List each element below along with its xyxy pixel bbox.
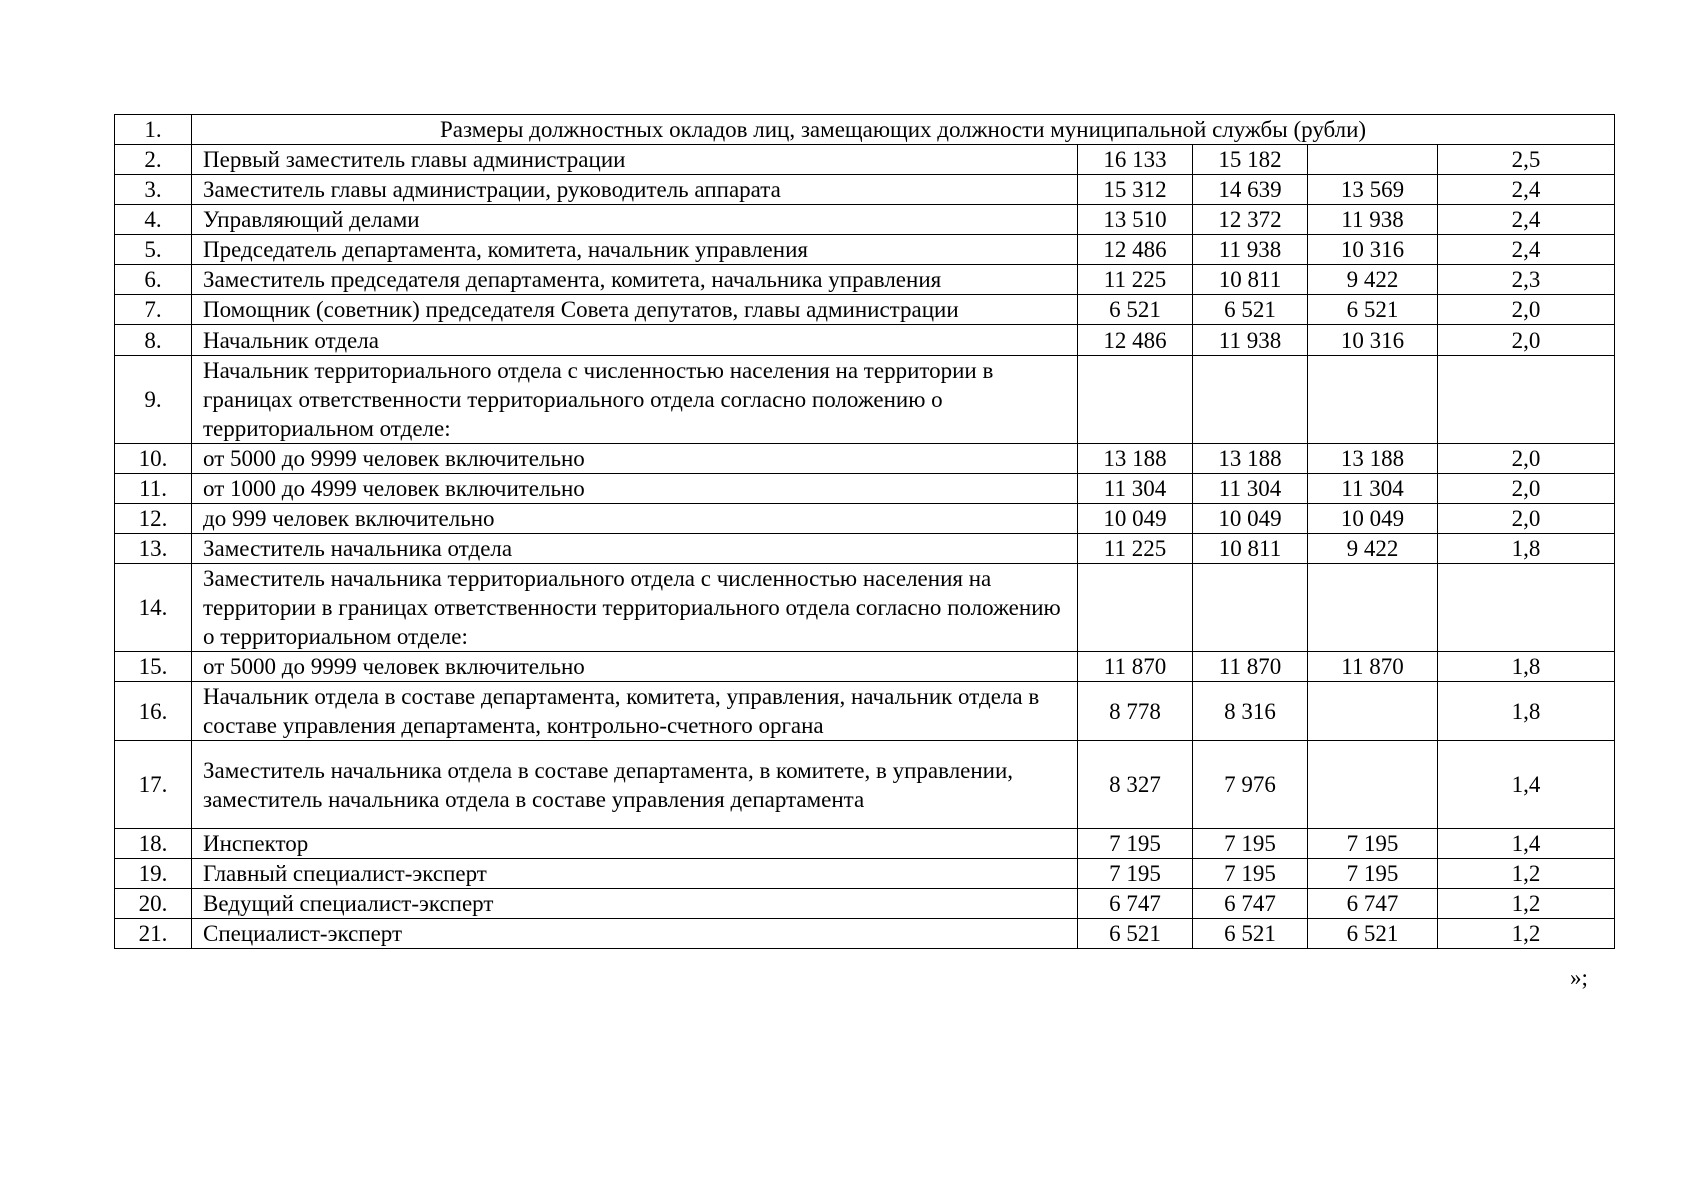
- coefficient-value: [1438, 356, 1615, 444]
- salary-value-1: 13 510: [1078, 205, 1193, 235]
- salary-table: [114, 114, 1615, 949]
- coefficient-value: 1,4: [1438, 829, 1615, 859]
- row-number: 1.: [115, 115, 192, 145]
- position-name: Специалист-эксперт: [192, 919, 1078, 949]
- salary-value-3: [1308, 682, 1438, 741]
- table-row: [115, 205, 1615, 235]
- coefficient-value: 2,0: [1438, 474, 1615, 504]
- table-row: [115, 444, 1615, 474]
- position-name: Управляющий делами: [192, 205, 1078, 235]
- row-number: 19.: [115, 859, 192, 889]
- row-number: 14.: [115, 564, 192, 652]
- salary-value-1: 11 870: [1078, 652, 1193, 682]
- position-name: Ведущий специалист-эксперт: [192, 889, 1078, 919]
- salary-value-3: 11 304: [1308, 474, 1438, 504]
- salary-value-1: 10 049: [1078, 504, 1193, 534]
- salary-value-1: 6 521: [1078, 295, 1193, 325]
- table-row: [115, 504, 1615, 534]
- salary-value-1: 11 225: [1078, 265, 1193, 295]
- salary-value-2: [1193, 564, 1308, 652]
- coefficient-value: 2,0: [1438, 325, 1615, 356]
- closing-quote-mark: »;: [1570, 965, 1588, 990]
- row-number: 10.: [115, 444, 192, 474]
- salary-value-2: 6 521: [1193, 295, 1308, 325]
- table-row: [115, 295, 1615, 325]
- salary-value-1: 6 747: [1078, 889, 1193, 919]
- salary-value-1: 12 486: [1078, 235, 1193, 265]
- table-row: [115, 356, 1615, 444]
- row-number: 6.: [115, 265, 192, 295]
- salary-value-2: [1193, 356, 1308, 444]
- row-number: 16.: [115, 682, 192, 741]
- row-number: 20.: [115, 889, 192, 919]
- salary-value-3: 10 049: [1308, 504, 1438, 534]
- coefficient-value: 2,4: [1438, 235, 1615, 265]
- salary-value-3: [1308, 145, 1438, 175]
- position-name: от 5000 до 9999 человек включительно: [192, 652, 1078, 682]
- salary-value-1: 7 195: [1078, 829, 1193, 859]
- salary-value-1: [1078, 564, 1193, 652]
- salary-value-3: [1308, 356, 1438, 444]
- coefficient-value: 1,8: [1438, 534, 1615, 564]
- salary-value-3: 11 938: [1308, 205, 1438, 235]
- salary-value-2: 6 747: [1193, 889, 1308, 919]
- salary-value-1: 8 778: [1078, 682, 1193, 741]
- row-number: 21.: [115, 919, 192, 949]
- row-number: 8.: [115, 325, 192, 356]
- position-name: Начальник отдела в составе департамента, комитета, управления, начальник отдела в составе управления департамента, контрольно-счетного органа: [192, 682, 1078, 741]
- table-row: [115, 564, 1615, 652]
- row-number: 9.: [115, 356, 192, 444]
- table-row: [115, 175, 1615, 205]
- coefficient-value: 2,5: [1438, 145, 1615, 175]
- table-caption: Размеры должностных окладов лиц, замещающих должности муниципальной службы (рубли): [192, 115, 1615, 145]
- position-name: Помощник (советник) председателя Совета депутатов, главы администрации: [192, 295, 1078, 325]
- table-row: [115, 534, 1615, 564]
- salary-value-2: 15 182: [1193, 145, 1308, 175]
- position-name: Первый заместитель главы администрации: [192, 145, 1078, 175]
- row-number: 2.: [115, 145, 192, 175]
- salary-value-1: 15 312: [1078, 175, 1193, 205]
- caption-row: [115, 115, 1615, 145]
- salary-value-2: 10 049: [1193, 504, 1308, 534]
- coefficient-value: 1,2: [1438, 889, 1615, 919]
- row-number: 12.: [115, 504, 192, 534]
- position-name: Инспектор: [192, 829, 1078, 859]
- coefficient-value: 1,8: [1438, 652, 1615, 682]
- salary-value-1: 8 327: [1078, 741, 1193, 829]
- position-name: Заместитель начальника отдела: [192, 534, 1078, 564]
- position-name: от 1000 до 4999 человек включительно: [192, 474, 1078, 504]
- salary-value-2: 11 938: [1193, 235, 1308, 265]
- table-body: [115, 115, 1615, 949]
- salary-value-3: [1308, 741, 1438, 829]
- table-row: [115, 265, 1615, 295]
- row-number: 4.: [115, 205, 192, 235]
- row-number: 3.: [115, 175, 192, 205]
- salary-value-1: 13 188: [1078, 444, 1193, 474]
- coefficient-value: 1,8: [1438, 682, 1615, 741]
- coefficient-value: [1438, 564, 1615, 652]
- salary-value-2: 6 521: [1193, 919, 1308, 949]
- coefficient-value: 1,2: [1438, 859, 1615, 889]
- row-number: 18.: [115, 829, 192, 859]
- position-name: до 999 человек включительно: [192, 504, 1078, 534]
- salary-value-1: 16 133: [1078, 145, 1193, 175]
- position-name: Председатель департамента, комитета, начальник управления: [192, 235, 1078, 265]
- salary-value-2: 13 188: [1193, 444, 1308, 474]
- salary-value-2: 7 195: [1193, 829, 1308, 859]
- coefficient-value: 2,3: [1438, 265, 1615, 295]
- table-row: [115, 235, 1615, 265]
- salary-value-1: 7 195: [1078, 859, 1193, 889]
- salary-value-3: 7 195: [1308, 829, 1438, 859]
- salary-value-1: [1078, 356, 1193, 444]
- salary-value-3: 13 569: [1308, 175, 1438, 205]
- salary-value-2: 10 811: [1193, 265, 1308, 295]
- table-row: [115, 919, 1615, 949]
- position-name: Заместитель начальника отдела в составе департамента, в комитете, в управлении, заместитель начальника отдела в составе управления департамента: [192, 741, 1078, 829]
- salary-value-2: 11 870: [1193, 652, 1308, 682]
- coefficient-value: 2,4: [1438, 175, 1615, 205]
- row-number: 15.: [115, 652, 192, 682]
- table-row: [115, 682, 1615, 741]
- coefficient-value: 2,0: [1438, 504, 1615, 534]
- coefficient-value: 2,0: [1438, 295, 1615, 325]
- position-name: Заместитель председателя департамента, комитета, начальника управления: [192, 265, 1078, 295]
- table-row: [115, 652, 1615, 682]
- salary-value-3: 10 316: [1308, 235, 1438, 265]
- salary-value-2: 12 372: [1193, 205, 1308, 235]
- coefficient-value: 1,2: [1438, 919, 1615, 949]
- salary-value-2: 7 976: [1193, 741, 1308, 829]
- salary-value-2: 10 811: [1193, 534, 1308, 564]
- salary-value-3: 7 195: [1308, 859, 1438, 889]
- table-row: [115, 889, 1615, 919]
- salary-value-3: 10 316: [1308, 325, 1438, 356]
- table-row: [115, 145, 1615, 175]
- salary-value-3: 13 188: [1308, 444, 1438, 474]
- position-name: Начальник отдела: [192, 325, 1078, 356]
- salary-value-3: [1308, 564, 1438, 652]
- row-number: 17.: [115, 741, 192, 829]
- salary-value-2: 11 304: [1193, 474, 1308, 504]
- row-number: 7.: [115, 295, 192, 325]
- table-row: [115, 474, 1615, 504]
- position-name: Заместитель начальника территориального отдела с численностью населения на территории в границах ответственности территориального отдела согласно положению о территориальном отделе:: [192, 564, 1078, 652]
- salary-value-1: 11 304: [1078, 474, 1193, 504]
- position-name: Начальник территориального отдела с численностью населения на территории в границах ответственности территориального отдела согласно положению о территориальном отделе:: [192, 356, 1078, 444]
- salary-value-2: 14 639: [1193, 175, 1308, 205]
- salary-value-1: 11 225: [1078, 534, 1193, 564]
- salary-value-3: 6 521: [1308, 919, 1438, 949]
- coefficient-value: 1,4: [1438, 741, 1615, 829]
- salary-value-2: 8 316: [1193, 682, 1308, 741]
- table-row: [115, 741, 1615, 829]
- salary-value-3: 6 747: [1308, 889, 1438, 919]
- salary-value-3: 11 870: [1308, 652, 1438, 682]
- salary-value-2: 7 195: [1193, 859, 1308, 889]
- salary-value-1: 6 521: [1078, 919, 1193, 949]
- table-row: [115, 325, 1615, 356]
- salary-value-3: 9 422: [1308, 534, 1438, 564]
- row-number: 11.: [115, 474, 192, 504]
- row-number: 13.: [115, 534, 192, 564]
- table-row: [115, 829, 1615, 859]
- position-name: от 5000 до 9999 человек включительно: [192, 444, 1078, 474]
- salary-value-3: 6 521: [1308, 295, 1438, 325]
- coefficient-value: 2,0: [1438, 444, 1615, 474]
- row-number: 5.: [115, 235, 192, 265]
- table-row: [115, 859, 1615, 889]
- position-name: Главный специалист-эксперт: [192, 859, 1078, 889]
- salary-value-1: 12 486: [1078, 325, 1193, 356]
- position-name: Заместитель главы администрации, руководитель аппарата: [192, 175, 1078, 205]
- coefficient-value: 2,4: [1438, 205, 1615, 235]
- salary-value-2: 11 938: [1193, 325, 1308, 356]
- salary-value-3: 9 422: [1308, 265, 1438, 295]
